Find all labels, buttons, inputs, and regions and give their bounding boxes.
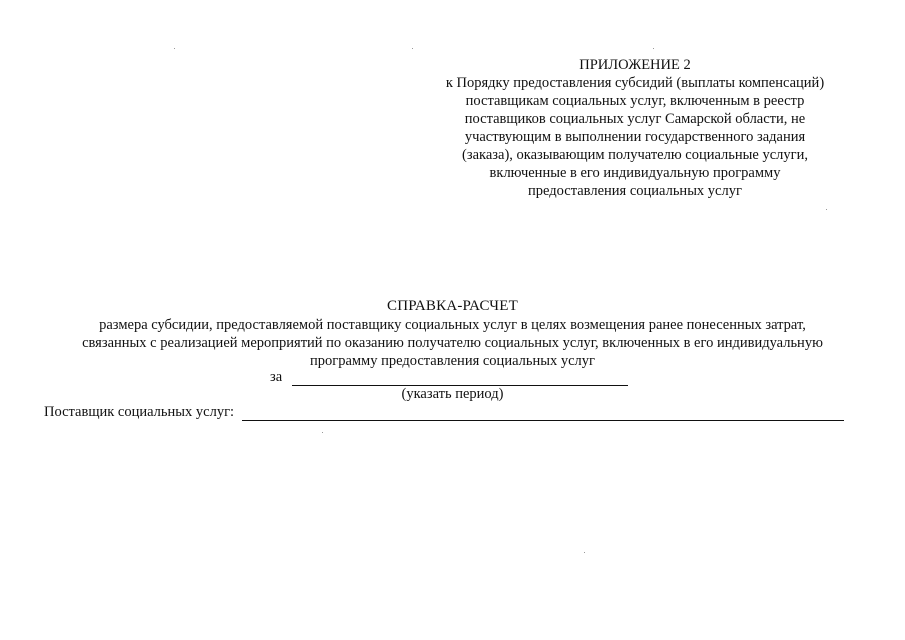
subtitle-line: связанных с реализацией мероприятий по оказанию получателю социальных услуг, включенных в его индивидуальную [82, 335, 823, 351]
document-subtitle [40, 316, 865, 370]
appendix-line: к Порядку предоставления субсидий (выплаты компенсаций) [445, 75, 825, 91]
scan-speck [826, 209, 827, 210]
appendix-line: включенные в его индивидуальную программу [489, 165, 781, 181]
appendix-line: поставщикам социальных услуг, включенным в реестр [465, 93, 805, 109]
provider-row [44, 403, 844, 421]
scan-speck [322, 432, 323, 433]
scan-speck [174, 48, 175, 49]
period-hint: (указать период) [401, 386, 504, 402]
provider-label: Поставщик социальных услуг: [44, 404, 235, 420]
subtitle-line: программу предоставления социальных услуг [309, 353, 595, 369]
appendix-heading: ПРИЛОЖЕНИЕ 2 [579, 57, 691, 73]
scan-speck [584, 552, 585, 553]
subtitle-line: размера субсидии, предоставляемой поставщику социальных услуг в целях возмещения ранее понесенных затрат, [99, 317, 806, 333]
period-row [270, 368, 628, 386]
provider-blank-line [242, 406, 844, 421]
appendix-line: поставщиков социальных услуг Самарской области, не [464, 111, 806, 127]
appendix-header [410, 56, 860, 200]
appendix-line: участвующим в выполнении государственного задания [464, 129, 806, 145]
period-blank-line [292, 371, 628, 386]
document-title: СПРАВКА-РАСЧЕТ [387, 298, 518, 314]
period-prefix: за [270, 369, 283, 385]
appendix-line: (заказа), оказывающим получателю социальные услуги, [462, 147, 808, 163]
scan-speck [412, 48, 413, 49]
appendix-line: предоставления социальных услуг [528, 183, 742, 199]
scan-speck [653, 48, 654, 49]
